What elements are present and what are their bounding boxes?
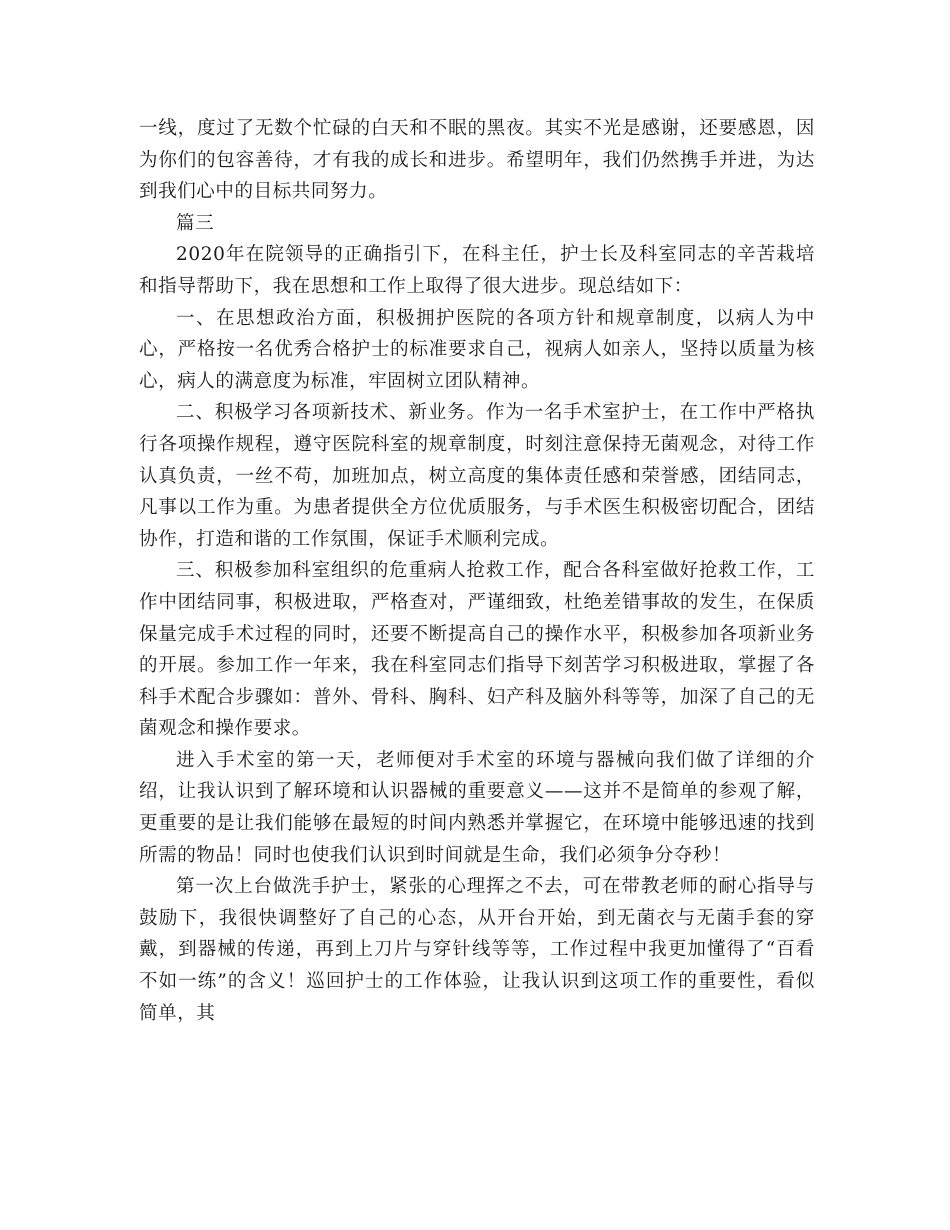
paragraph-intro: 2020年在院领导的正确指引下，在科主任，护士长及科室同志的辛苦栽培和指导帮助下，我在思想和工作上取得了很大进步。现总结如下：: [139, 244, 815, 297]
paragraph-continuation: 一线，度过了无数个忙碌的白天和不眠的黑夜。其实不光是感谢，还要感恩，因为你们的包容善待，才有我的成长和进步。希望明年，我们仍然携手并进，为达到我们心中的目标共同努力。: [139, 118, 815, 203]
section-heading: 篇三: [176, 212, 215, 234]
document-body: [139, 113, 815, 1029]
paragraph-first-scrub-nurse: 第一次上台做洗手护士，紧张的心理挥之不去，可在带教老师的耐心指导与鼓励下，我很快调整好了自己的心态，从开台开始，到无菌衣与无菌手套的穿戴，到器械的传递，再到上刀片与穿针线等等，工作过程中我更加懂得了“百看不如一练”的含义！巡回护士的工作体验，让我认识到这项工作的重要性，看似简单，其: [139, 876, 815, 1024]
paragraph-first-day: 进入手术室的第一天，老师便对手术室的环境与器械向我们做了详细的介绍，让我认识到了解环境和认识器械的重要意义——这并不是简单的参观了解，更重要的是让我们能够在最短的时间内熟悉并掌握它，在环境中能够迅速的找到所需的物品！同时也使我们认识到时间就是生命，我们必须争分夺秒！: [139, 749, 815, 866]
paragraph-point-three: 三、积极参加科室组织的危重病人抢救工作，配合各科室做好抢救工作，工作中团结同事，积极进取，严格查对，严谨细致，杜绝差错事故的发生，在保质保量完成手术过程的同时，还要不断提高自己的操作水平，积极参加各项新业务的开展。参加工作一年来，我在科室同志们指导下刻苦学习积极进取，掌握了各科手术配合步骤如：普外、骨科、胸科、妇产科及脑外科等等，加深了自己的无菌观念和操作要求。: [139, 560, 815, 740]
paragraph-point-one: 一、在思想政治方面，积极拥护医院的各项方针和规章制度，以病人为中心，严格按一名优秀合格护士的标准要求自己，视病人如亲人，坚持以质量为核心，病人的满意度为标准，牢固树立团队精神。: [139, 307, 815, 392]
paragraph-point-two: 二、积极学习各项新技术、新业务。作为一名手术室护士，在工作中严格执行各项操作规程，遵守医院科室的规章制度，时刻注意保持无菌观念，对待工作认真负责，一丝不苟，加班加点，树立高度的集体责任感和荣誉感，团结同志，凡事以工作为重。为患者提供全方位优质服务，与手术医生积极密切配合，团结协作，打造和谐的工作氛围，保证手术顺利完成。: [139, 402, 815, 550]
